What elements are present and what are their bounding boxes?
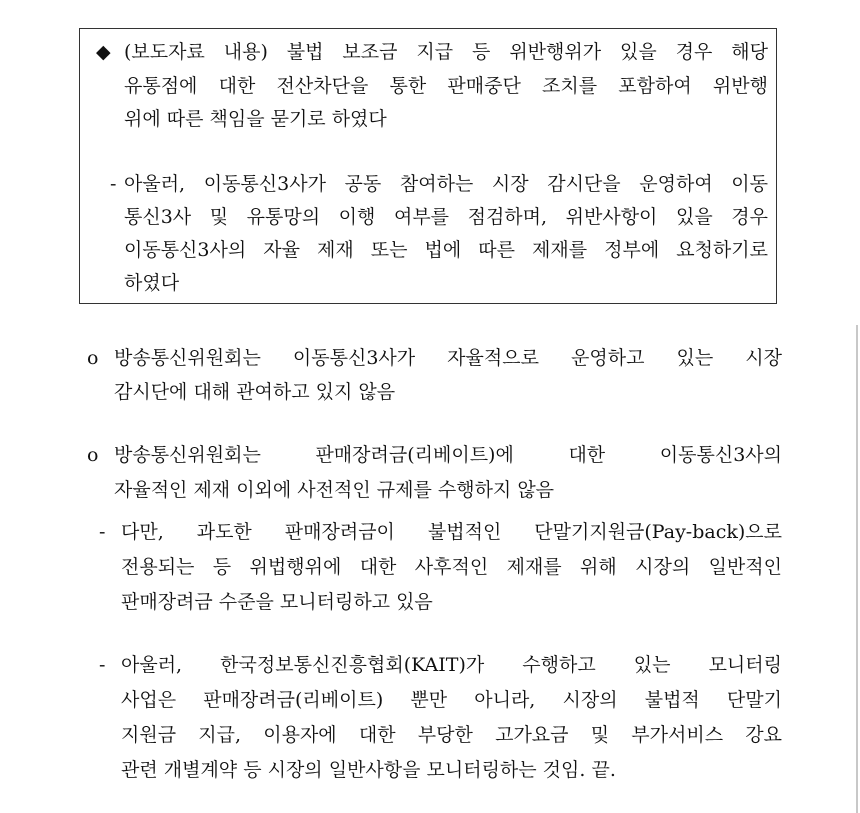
page-edge-divider [856, 325, 858, 813]
sub-point-line: 전용되는 등 위법행위에 대한 사후적인 제재를 위해 시장의 일반적인 [121, 556, 782, 578]
dash-bullet: - [110, 173, 117, 195]
additional-measure-line: 통신3사 및 유통망의 이행 여부를 점검하며, 위반사항이 있을 경우 [124, 206, 768, 228]
dash-bullet: - [99, 521, 106, 543]
sub-point-line: 지원금 지급, 이용자에 대한 부당한 고가요금 및 부가서비스 강요 [121, 724, 782, 746]
sub-point-line: 사업은 판매장려금(리베이트) 뿐만 아니라, 시장의 불법적 단말기 [121, 689, 782, 711]
point-line: 방송통신위원회는 이동통신3사가 자율적으로 운영하고 있는 시장 [114, 347, 782, 369]
diamond-bullet-icon: ◆ [96, 41, 111, 63]
press-release-box [79, 28, 777, 304]
circle-bullet: o [87, 444, 99, 466]
press-release-line: (보도자료 내용) 불법 보조금 지급 등 위반행위가 있을 경우 해당 [124, 41, 768, 63]
point-line: 자율적인 제재 이외에 사전적인 규제를 수행하지 않음 [114, 479, 555, 501]
sub-point-line: 관련 개별계약 등 시장의 일반사항을 모니터링하는 것임. 끝. [121, 759, 616, 781]
circle-bullet: o [87, 347, 99, 369]
sub-point-line: 아울러, 한국정보통신진흥협회(KAIT)가 수행하고 있는 모니터링 [121, 654, 782, 676]
additional-measure-line: 하였다 [124, 272, 180, 294]
additional-measure-line: 아울러, 이동통신3사가 공동 참여하는 시장 감시단을 운영하여 이동 [124, 173, 768, 195]
additional-measure-line: 이동통신3사의 자율 제재 또는 법에 따른 제재를 정부에 요청하기로 [124, 239, 768, 261]
sub-point-line: 판매장려금 수준을 모니터링하고 있음 [121, 591, 433, 613]
point-line: 방송통신위원회는 판매장려금(리베이트)에 대한 이동통신3사의 [114, 444, 782, 466]
dash-bullet: - [99, 654, 106, 676]
sub-point-line: 다만, 과도한 판매장려금이 불법적인 단말기지원금(Pay-back)으로 [121, 521, 782, 543]
press-release-line: 유통점에 대한 전산차단을 통한 판매중단 조치를 포함하여 위반행 [124, 75, 768, 97]
press-release-line: 위에 따른 책임을 묻기로 하였다 [124, 108, 387, 130]
point-line: 감시단에 대해 관여하고 있지 않음 [114, 381, 396, 403]
